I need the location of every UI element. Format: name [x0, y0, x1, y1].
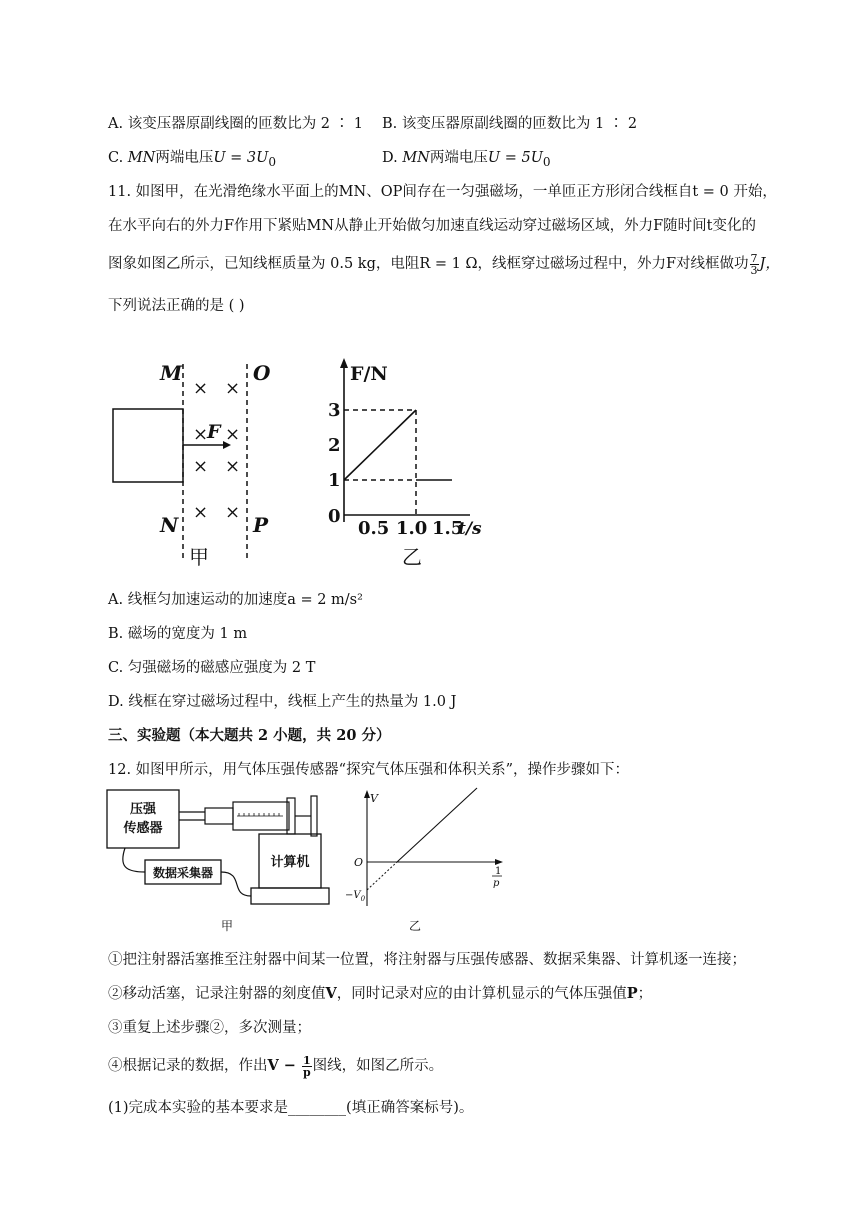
q10-option-b: B. 该变压器原副线圈的匝数比为 1 ∶ 2 [382, 116, 638, 132]
q11-option-d: D. 线框在穿过磁场过程中，线框上产生的热量为 1.0 J [108, 694, 457, 710]
caption-jia: 甲 [189, 545, 209, 569]
field-cross: × [193, 502, 209, 523]
y-axis-label: F/N [350, 363, 388, 385]
q11-line-1: 11. 如图甲，在光滑绝缘水平面上的MN、OP间存在一匀强磁场，一单匝正方形闭合线框自t = 0 开始， [108, 184, 777, 200]
v-line [397, 788, 477, 862]
q11-option-a: A. 线框匀加速运动的加速度a = 2 m/s² [108, 592, 363, 608]
q10-option-a: A. 该变压器原副线圈的匝数比为 2 ∶ 1 [108, 116, 363, 132]
syringe-handle [311, 796, 317, 836]
field-cross: × [193, 378, 209, 399]
x-tick-label: 0.5 [358, 518, 390, 539]
field-cross: × [225, 456, 241, 477]
x-tick-label: 1.5 [432, 518, 464, 539]
series-ramp [344, 410, 416, 480]
y-axis-arrow [340, 358, 348, 368]
label-o: O [253, 361, 271, 385]
pressure-sensor-box [107, 790, 179, 848]
q11-line-3: 图象如图乙所示，已知线框质量为 0.5 kg，电阻R = 1 Ω，线框穿过磁场过程中，外力F对线框做功 $\frac{7}{3}$ J， [108, 251, 780, 277]
caption-apparatus: 甲 [221, 919, 234, 933]
computer-base [251, 888, 329, 904]
x-axis-label: t/s [458, 519, 482, 539]
label-m: M [160, 361, 183, 385]
y-tick-label: 1 [328, 470, 341, 491]
q11-option-b: B. 磁场的宽度为 1 m [108, 626, 248, 642]
field-cross: × [193, 424, 209, 445]
q12-intro: 12. 如图甲所示，用气体压强传感器“探究气体压强和体积关系”，操作步骤如下： [108, 762, 629, 778]
y-tick-label: 0 [328, 506, 341, 527]
field-cross: × [225, 502, 241, 523]
sensor-label: 传感器 [123, 821, 163, 836]
computer-label: 计算机 [270, 855, 310, 870]
collector-label: 数据采集器 [152, 866, 214, 880]
v-line-extrapolated [367, 862, 397, 890]
field-cross: × [193, 456, 209, 477]
figure-yi-chart [320, 352, 510, 572]
q12-sub-1: (1)完成本实验的基本要求是________(填正确答案标号)。 [108, 1100, 474, 1116]
field-cross: × [225, 378, 241, 399]
step4-fraction: $\frac{1}{p}$ [302, 1053, 311, 1079]
square-coil [113, 409, 183, 482]
syringe-piston [287, 798, 295, 834]
q10-option-c: C. MN两端电压$U = 3U_0$ [108, 150, 277, 169]
v-axis-label: V [370, 792, 378, 805]
y-tick-label: 3 [328, 400, 341, 421]
label-p: P [253, 513, 269, 537]
section-heading: 三、实验题（本大题共 2 小题，共 20 分） [108, 727, 391, 744]
field-cross: × [225, 424, 241, 445]
caption-yi: 乙 [402, 545, 422, 569]
syringe-nozzle [205, 808, 233, 824]
figure-v-graph [345, 786, 515, 936]
x-axis-top: 1 [495, 866, 502, 877]
q11-option-c: C. 匀强磁场的磁感应强度为 2 T [108, 660, 316, 676]
figure-apparatus [105, 786, 345, 936]
y-tick-label: 2 [328, 435, 341, 456]
caption-v-graph: 乙 [409, 919, 422, 933]
q11-line-4: 下列说法正确的是 ( ) [108, 298, 245, 314]
q11-fraction: $\frac{7}{3}$ [750, 251, 758, 277]
label-n: N [160, 513, 179, 537]
intercept-label: $-V_0$ [345, 890, 366, 903]
q10-option-d: D. MN两端电压$U = 5U_0$ [382, 150, 551, 169]
q12-step-2: ②移动活塞，记录注射器的刻度值V，同时记录对应的由计算机显示的气体压强值P； [108, 985, 653, 1002]
q12-step-3: ③重复上述步骤②，多次测量； [108, 1020, 311, 1036]
origin-label: O [354, 856, 364, 869]
x-axis-bottom: p [493, 878, 500, 889]
q11-line-2: 在水平向右的外力F作用下紧贴MN从静止开始做匀加速直线运动穿过磁场区域，外力F随时间t变化的 [108, 218, 756, 234]
sensor-label: 压强 [129, 802, 157, 817]
figure-jia-field [105, 352, 295, 572]
x-tick-label: 1.0 [396, 518, 428, 539]
q12-step-1: ①把注射器活塞推至注射器中间某一位置，将注射器与压强传感器、数据采集器、计算机逐一连接； [108, 952, 746, 968]
force-label: F [207, 421, 221, 443]
q12-step-4: ④根据记录的数据，作出V − $\frac{1}{p}$ 图线，如图乙所示。 [108, 1053, 444, 1079]
